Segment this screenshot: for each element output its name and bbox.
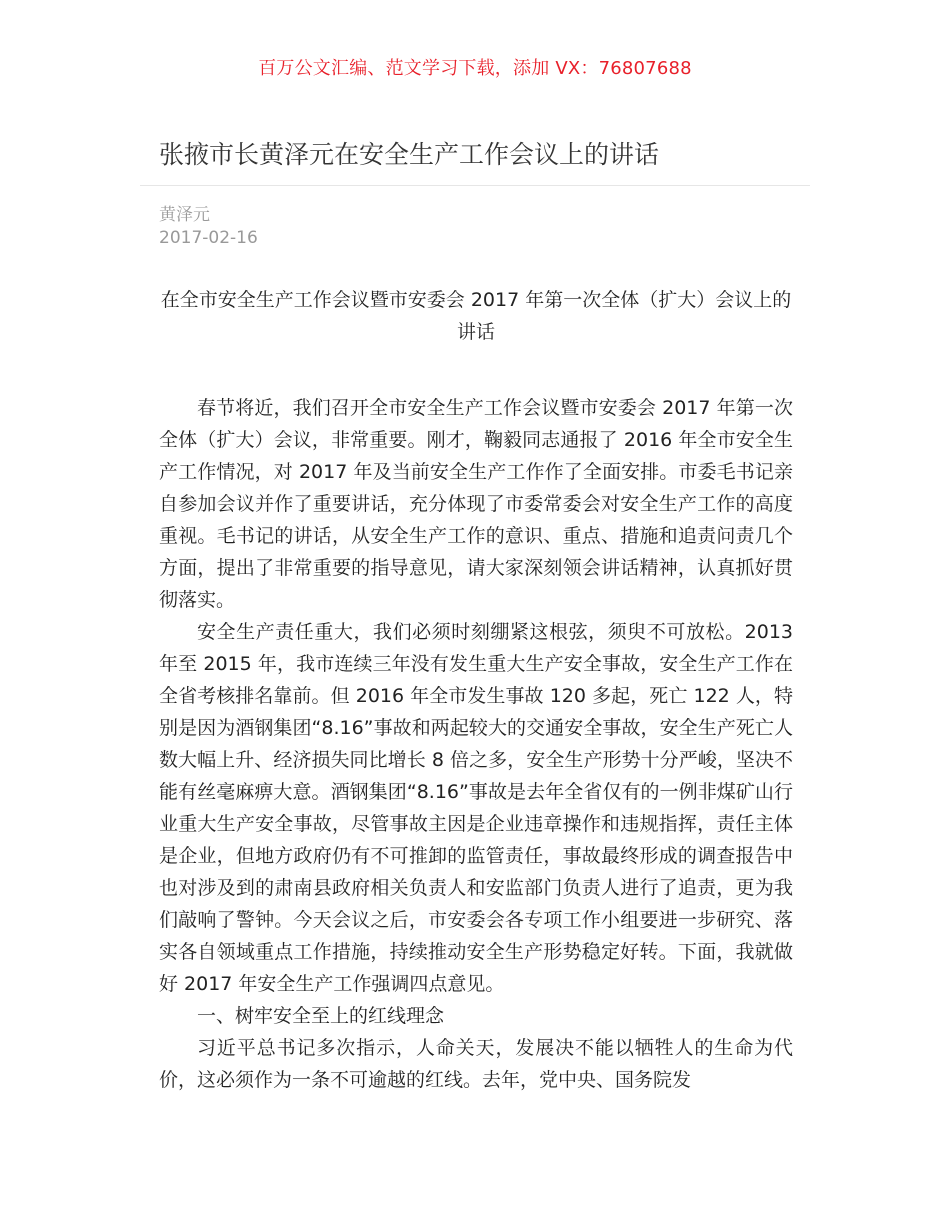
paragraph-3: 习近平总书记多次指示，人命关天，发展决不能以牺牲人的生命为代价，这必须作为一条不可逾越的红线。去年，党中央、国务院发 [159,1037,793,1091]
page-title: 张掖市长黄泽元在安全生产工作会议上的讲话 [159,140,660,169]
promo-banner: 百万公文汇编、范文学习下载，添加 VX：76807688 [258,58,692,79]
author-name: 黄泽元 [159,205,210,225]
paragraph-1: 春节将近，我们召开全市安全生产工作会议暨市安委会 2017 年第一次全体（扩大）会议，非常重要。刚才，鞠毅同志通报了 2016 年全市安全生产工作情况，对 2017 年及当前安全生产工作作了全面安排。市委毛书记亲自参加会议并作了重要讲话，充分体现了市委常委会对安全生产工作的高度重视。毛书记的讲话，从安全生产工作的意识、重点、措施和追责问责几个方面，提出了非常重要的指导意见，请大家深刻领会讲话精神，认真抓好贯彻落实。 [159,397,793,611]
paragraph-2: 安全生产责任重大，我们必须时刻绷紧这根弦，须臾不可放松。2013 年至 2015 年，我市连续三年没有发生重大生产安全事故，安全生产工作在全省考核排名靠前。但 2016 年全市发生事故 120 多起，死亡 122 人，特别是因为酒钢集团“8.16”事故和两起较大的交通安全事故，安全生产死亡人数大幅上升、经济损失同比增长 8 倍之多，安全生产形势十分严峻，坚决不能有丝毫麻痹大意。酒钢集团“8.16”事故是去年全省仅有的一例非煤矿山行业重大生产安全事故，尽管事故主因是企业违章操作和违规指挥，责任主体是企业，但地方政府仍有不可推卸的监管责任，事故最终形成的调查报告中也对涉及到的肃南县政府相关负责人和安监部门负责人进行了追责，更为我们敲响了警钟。今天会议之后，市安委会各专项工作小组要进一步研究、落实各自领域重点工作措施，持续推动安全生产形势稳定好转。下面，我就做好 2017 年安全生产工作强调四点意见。 [159,621,793,995]
speech-subtitle: 在全市安全生产工作会议暨市安委会 2017 年第一次全体（扩大）会议上的讲话 [160,289,792,343]
publish-date: 2017-02-16 [159,228,258,248]
article-body [159,284,793,1096]
title-divider [140,185,810,186]
section-heading-1: 一、树牢安全至上的红线理念 [197,1005,445,1027]
